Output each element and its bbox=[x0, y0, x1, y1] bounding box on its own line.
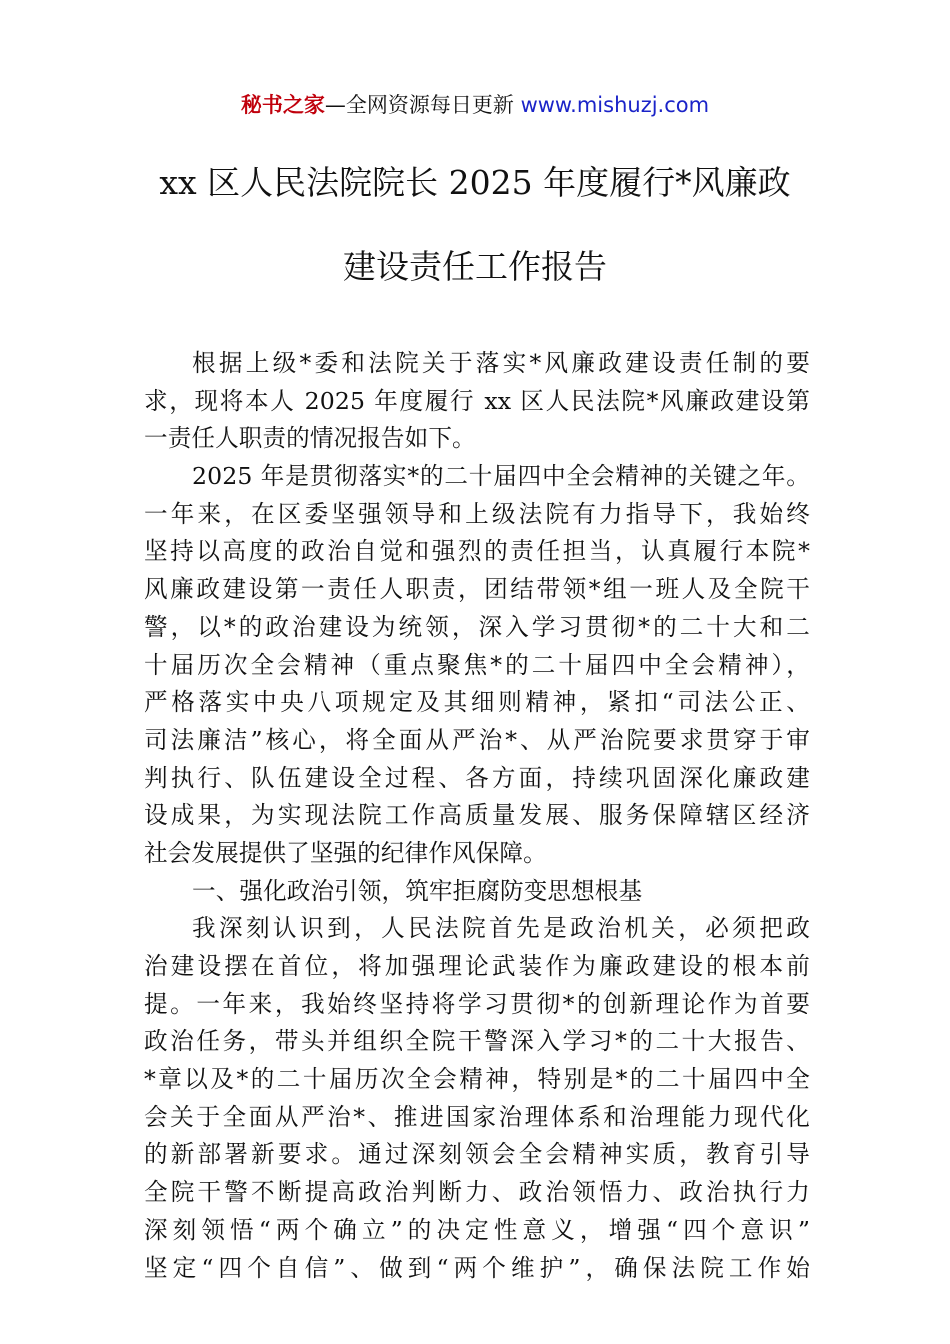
paragraph-line: 判执行、队伍建设全过程、各方面，持续巩固深化廉政建 bbox=[144, 763, 810, 792]
document-title bbox=[100, 160, 850, 328]
paragraph-line: 坚定“四个自信”、做到“两个维护”，确保法院工作始 bbox=[144, 1253, 810, 1282]
paragraph-line: 全院干警不断提高政治判断力、政治领悟力、政治执行力 bbox=[144, 1178, 810, 1207]
paragraph-line: 一责任人职责的情况报告如下。 bbox=[144, 424, 476, 453]
paragraph-line: 政治任务，带头并组织全院干警深入学习*的二十大报告、 bbox=[144, 1027, 810, 1056]
paragraph-line: 严格落实中央八项规定及其细则精神，紧扣“司法公正、 bbox=[144, 688, 810, 717]
paragraph-line: 提。一年来，我始终坚持将学习贯彻*的创新理论作为首要 bbox=[144, 989, 810, 1018]
paragraph-line: 会关于全面从严治*、推进国家治理体系和治理能力现代化 bbox=[144, 1102, 810, 1131]
paragraph-line: 警，以*的政治建设为统领，深入学习贯彻*的二十大和二 bbox=[144, 612, 810, 641]
site-brand: 秘书之家 bbox=[240, 93, 325, 117]
paragraph-line: 司法廉洁”核心，将全面从严治*、从严治院要求贯穿于审 bbox=[144, 725, 810, 754]
paragraph-line: 根据上级*委和法院关于落实*风廉政建设责任制的要 bbox=[192, 349, 810, 377]
paragraph-line: 求，现将本人 2025 年度履行 xx 区人民法院*风廉政建设第 bbox=[144, 386, 810, 415]
paragraph-line: 的新部署新要求。通过深刻领会全会精神实质，教育引导 bbox=[144, 1140, 810, 1169]
paragraph-line: 设成果，为实现法院工作高质量发展、服务保障辖区经济 bbox=[144, 801, 810, 830]
site-tagline: —全网资源每日更新 bbox=[324, 93, 521, 117]
paragraph-line: *章以及*的二十届历次全会精神，特别是*的二十届四中全 bbox=[144, 1065, 810, 1094]
title-line: 建设责任工作报告 bbox=[343, 247, 607, 286]
section-heading: 一、强化政治引领，筑牢拒腐防变思想根基 bbox=[192, 876, 643, 905]
paragraph-line: 深刻领悟“两个确立”的决定性意义，增强“四个意识” bbox=[144, 1215, 810, 1244]
title-line: xx 区人民法院院长 2025 年度履行*风廉政 bbox=[159, 163, 791, 202]
site-header bbox=[0, 88, 950, 122]
paragraph-line: 社会发展提供了坚强的纪律作风保障。 bbox=[144, 838, 547, 867]
paragraph-line: 我深刻认识到，人民法院首先是政治机关，必须把政 bbox=[192, 914, 810, 943]
paragraph-line: 坚持以高度的政治自觉和强烈的责任担当，认真履行本院* bbox=[144, 537, 810, 566]
paragraph-line: 十届历次全会精神（重点聚焦*的二十届四中全会精神）， bbox=[144, 650, 810, 679]
paragraph-line: 风廉政建设第一责任人职责，团结带领*组一班人及全院干 bbox=[144, 575, 810, 604]
document-body bbox=[144, 345, 810, 1287]
paragraph-line: 治建设摆在首位，将加强理论武装作为廉政建设的根本前 bbox=[144, 952, 810, 980]
paragraph-line: 一年来，在区委坚强领导和上级法院有力指导下，我始终 bbox=[144, 499, 810, 528]
paragraph-line: 2025 年是贯彻落实*的二十届四中全会精神的关键之年。 bbox=[192, 462, 810, 491]
site-url-link[interactable]: www.mishuzj.com bbox=[520, 93, 710, 117]
